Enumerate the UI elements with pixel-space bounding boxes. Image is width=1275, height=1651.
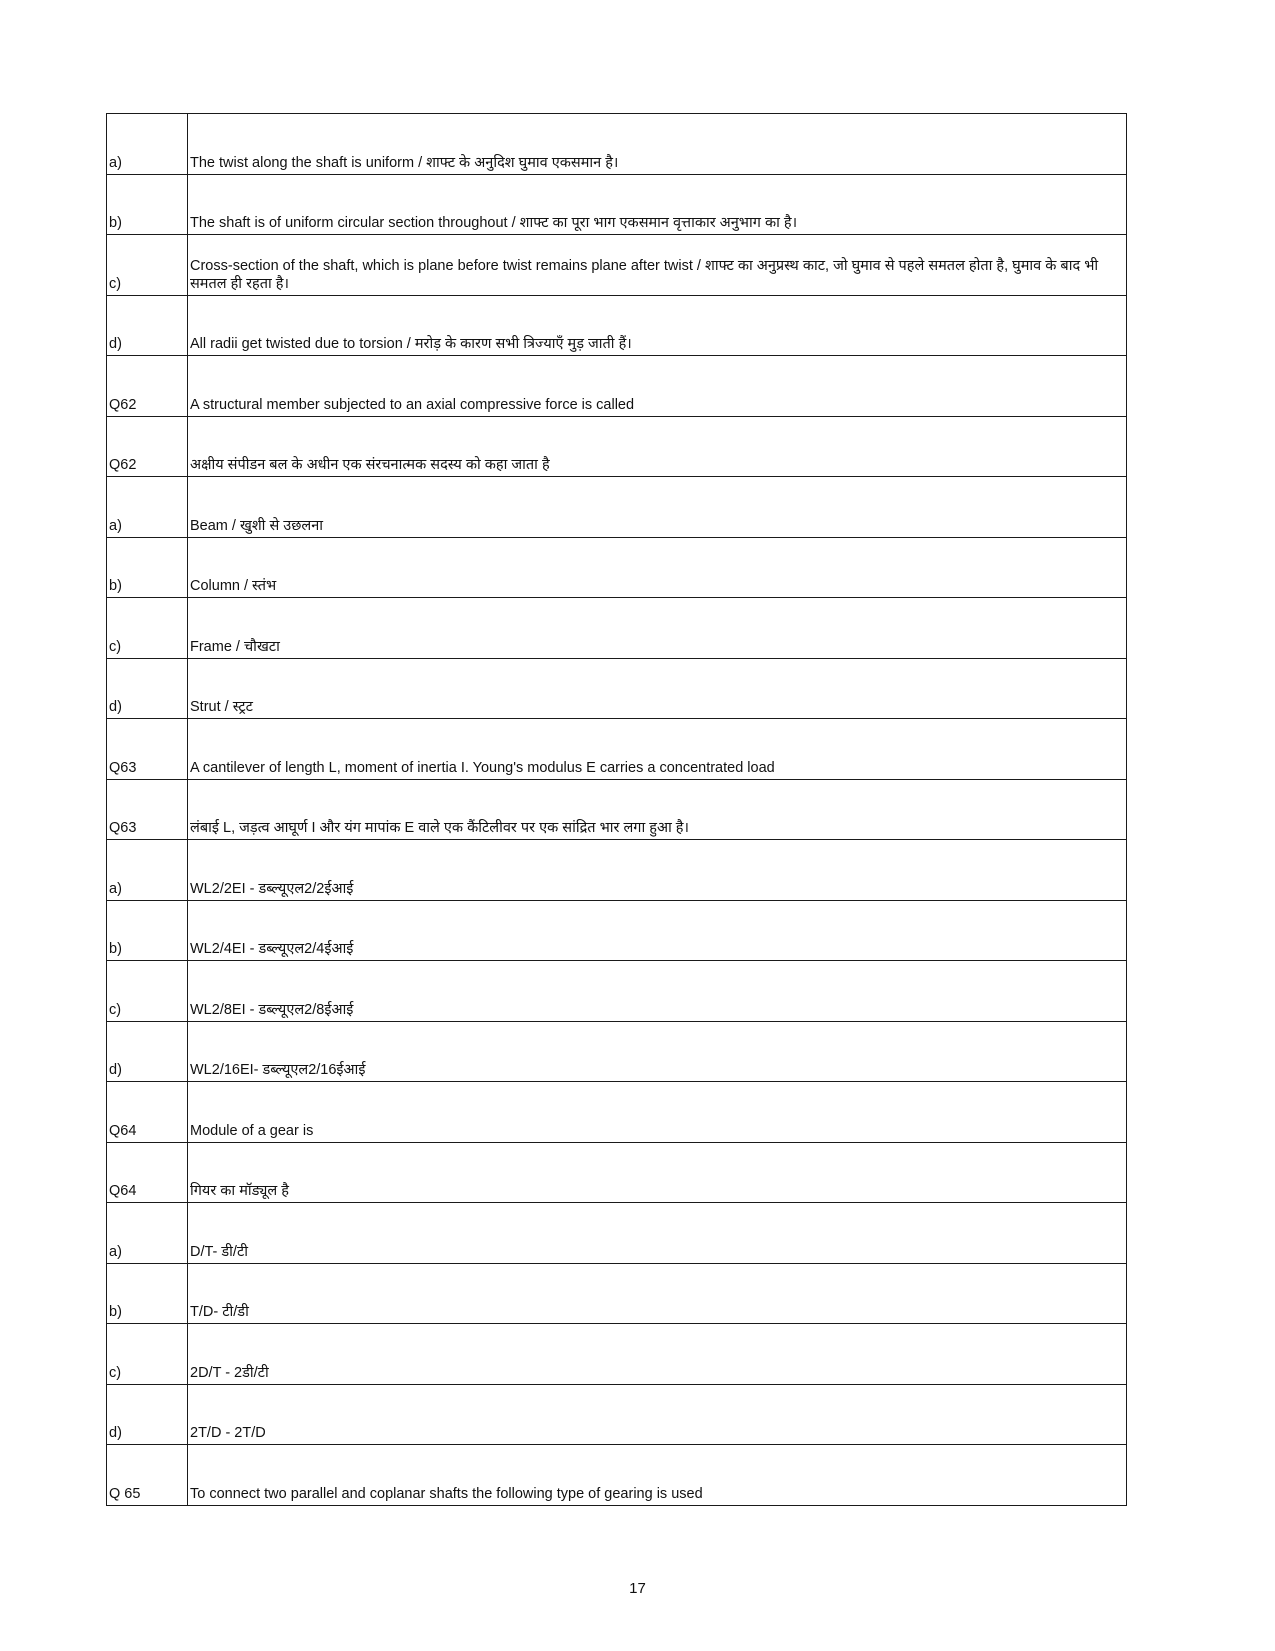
question-id-cell: a) xyxy=(107,477,188,538)
table-row xyxy=(107,1082,1127,1143)
question-text-cell: T/D- टी/डी xyxy=(188,1263,1127,1324)
question-table xyxy=(106,113,1127,1506)
table-row xyxy=(107,416,1127,477)
page-number: 17 xyxy=(629,1580,646,1597)
question-text-cell: WL2/2EI - डब्ल्यूएल2/2ईआई xyxy=(188,840,1127,901)
table-row xyxy=(107,114,1127,175)
table-row xyxy=(107,295,1127,356)
table-row xyxy=(107,235,1127,296)
question-text-cell: Module of a gear is xyxy=(188,1082,1127,1143)
question-id-cell: d) xyxy=(107,1021,188,1082)
question-text-cell: गियर का मॉड्यूल है xyxy=(188,1142,1127,1203)
question-id-cell: Q 65 xyxy=(107,1445,188,1506)
question-id-cell: c) xyxy=(107,235,188,296)
table-row xyxy=(107,1203,1127,1264)
question-id-cell: Q62 xyxy=(107,416,188,477)
question-id-cell: c) xyxy=(107,961,188,1022)
question-text-cell: The twist along the shaft is uniform / शाफ्ट के अनुदिश घुमाव एकसमान है। xyxy=(188,114,1127,175)
question-id-cell: Q63 xyxy=(107,719,188,780)
table-row xyxy=(107,961,1127,1022)
question-text-cell: All radii get twisted due to torsion / मरोड़ के कारण सभी त्रिज्याएँ मुड़ जाती हैं। xyxy=(188,295,1127,356)
question-text-cell: To connect two parallel and coplanar shafts the following type of gearing is used xyxy=(188,1445,1127,1506)
question-id-cell: d) xyxy=(107,658,188,719)
question-text-cell: WL2/8EI - डब्ल्यूएल2/8ईआई xyxy=(188,961,1127,1022)
table-row xyxy=(107,1021,1127,1082)
question-text-cell: A structural member subjected to an axial compressive force is called xyxy=(188,356,1127,417)
question-text-cell: Cross-section of the shaft, which is plane before twist remains plane after twist / शाफ्ट का अनुप्रस्थ काट, जो घुमाव से पहले समतल होता है, घुमाव के बाद भी समतल ही रहता है। xyxy=(188,235,1127,296)
question-id-cell: b) xyxy=(107,1263,188,1324)
table-row xyxy=(107,1142,1127,1203)
table-row xyxy=(107,1324,1127,1385)
table-row xyxy=(107,658,1127,719)
question-text-cell: Beam / खुशी से उछलना xyxy=(188,477,1127,538)
question-id-cell: a) xyxy=(107,114,188,175)
question-id-cell: c) xyxy=(107,598,188,659)
question-id-cell: d) xyxy=(107,295,188,356)
question-id-cell: a) xyxy=(107,840,188,901)
table-row xyxy=(107,900,1127,961)
table-row xyxy=(107,1445,1127,1506)
table-row xyxy=(107,598,1127,659)
table-row xyxy=(107,174,1127,235)
question-text-cell: WL2/16EI- डब्ल्यूएल2/16ईआई xyxy=(188,1021,1127,1082)
table-row xyxy=(107,537,1127,598)
question-text-cell: Column / स्तंभ xyxy=(188,537,1127,598)
question-id-cell: b) xyxy=(107,537,188,598)
question-table-body xyxy=(107,114,1127,1506)
question-text-cell: The shaft is of uniform circular section throughout / शाफ्ट का पूरा भाग एकसमान वृत्ताकार अनुभाग का है। xyxy=(188,174,1127,235)
question-text-cell: 2T/D - 2T/D xyxy=(188,1384,1127,1445)
question-id-cell: Q62 xyxy=(107,356,188,417)
question-id-cell: Q63 xyxy=(107,779,188,840)
question-id-cell: Q64 xyxy=(107,1142,188,1203)
table-row xyxy=(107,779,1127,840)
table-row xyxy=(107,840,1127,901)
question-text-cell: Strut / स्ट्रट xyxy=(188,658,1127,719)
question-id-cell: b) xyxy=(107,900,188,961)
question-text-cell: Frame / चौखटा xyxy=(188,598,1127,659)
question-id-cell: d) xyxy=(107,1384,188,1445)
question-text-cell: लंबाई L, जड़त्व आघूर्ण I और यंग मापांक E वाले एक कैंटिलीवर पर एक सांद्रित भार लगा हुआ है। xyxy=(188,779,1127,840)
question-text-cell: अक्षीय संपीडन बल के अधीन एक संरचनात्मक सदस्य को कहा जाता है xyxy=(188,416,1127,477)
table-row xyxy=(107,1263,1127,1324)
question-id-cell: Q64 xyxy=(107,1082,188,1143)
table-row xyxy=(107,477,1127,538)
question-text-cell: WL2/4EI - डब्ल्यूएल2/4ईआई xyxy=(188,900,1127,961)
table-row xyxy=(107,719,1127,780)
question-text-cell: A cantilever of length L, moment of inertia I. Young's modulus E carries a concentrated load xyxy=(188,719,1127,780)
question-text-cell: 2D/T - 2डी/टी xyxy=(188,1324,1127,1385)
table-row xyxy=(107,356,1127,417)
question-text-cell: D/T- डी/टी xyxy=(188,1203,1127,1264)
question-id-cell: a) xyxy=(107,1203,188,1264)
question-id-cell: b) xyxy=(107,174,188,235)
table-row xyxy=(107,1384,1127,1445)
question-id-cell: c) xyxy=(107,1324,188,1385)
